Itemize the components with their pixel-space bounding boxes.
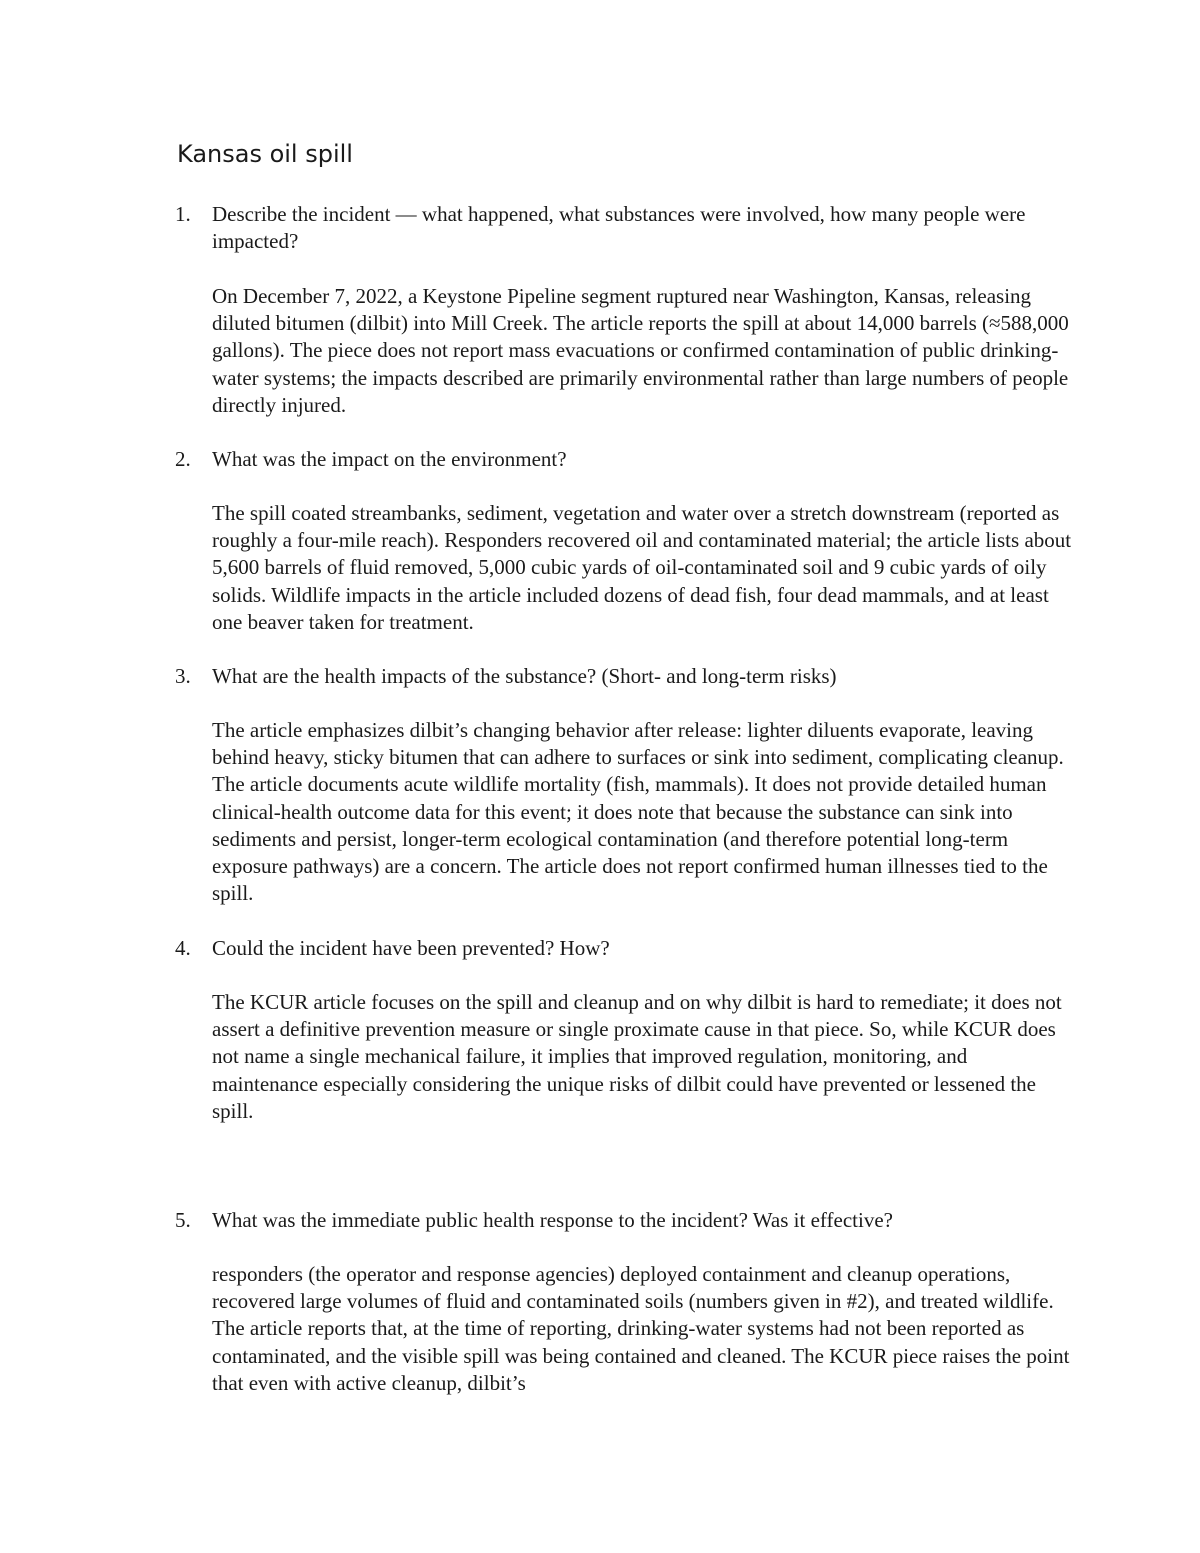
question-text: Could the incident have been prevented? How? xyxy=(212,936,610,960)
answer-paragraph-5: responders (the operator and response agencies) deployed containment and cleanup operations, recovered large volumes of fluid and contaminated soils (numbers given in #2), and treated wildlife. The article reports that, at the time of reporting, drinking-water systems had not been reported as contaminated, and the visible spill was being contained and cleaned. The KCUR piece raises the point that even with active cleanup, dilbit’s xyxy=(212,1262,1070,1395)
answer-paragraph-3: The article emphasizes dilbit’s changing behavior after release: lighter diluents evaporate, leaving behind heavy, sticky bitumen that can adhere to surfaces or sink into sediment, complicating cleanup. The article documents acute wildlife mortality (fish, mammals). It does not provide detailed human clinical-health outcome data for this event; it does note that because the substance can sink into sediments and persist, longer-term ecological contamination (and therefore potential long-term exposure pathways) are a concern. The article does not report confirmed human illnesses tied to the spill. xyxy=(212,718,1064,906)
answer-paragraph-1: On December 7, 2022, a Keystone Pipeline segment ruptured near Washington, Kansas, releasing diluted bitumen (dilbit) into Mill Creek. The article reports the spill at about 14,000 barrels (≈588,000 gallons). The piece does not report mass evacuations or confirmed contamination of public drinking-water systems; the impacts described are primarily environmental rather than large numbers of people directly injured. xyxy=(212,284,1069,417)
answer-paragraph-2: The spill coated streambanks, sediment, vegetation and water over a stretch downstream (reported as roughly a four-mile reach). Responders recovered oil and contaminated material; the article lists about 5,600 barrels of fluid removed, 5,000 cubic yards of oil-contaminated soil and 9 cubic yards of oily solids. Wildlife impacts in the article included dozens of dead fish, four dead mammals, and at least one beaver taken for treatment. xyxy=(212,501,1072,634)
question-number: 1. xyxy=(175,202,191,226)
question-number: 5. xyxy=(175,1208,191,1232)
question-text: What are the health impacts of the substance? (Short- and long-term risks) xyxy=(212,664,837,688)
question-text: What was the impact on the environment? xyxy=(212,447,567,471)
answer-paragraph-4: The KCUR article focuses on the spill and cleanup and on why dilbit is hard to remediate; it does not assert a definitive prevention measure or single proximate cause in that piece. So, while KCUR does not name a single mechanical failure, it implies that improved regulation, monitoring, and maintenance especially considering the unique risks of dilbit could have prevented or lessened the spill. xyxy=(212,990,1062,1123)
question-number: 4. xyxy=(175,936,191,960)
question-number: 2. xyxy=(175,447,191,471)
question-text: What was the immediate public health response to the incident? Was it effective? xyxy=(212,1208,893,1232)
document-title: Kansas oil spill xyxy=(177,140,353,168)
question-number: 3. xyxy=(175,664,191,688)
question-text: Describe the incident — what happened, what substances were involved, how many people were impacted? xyxy=(212,202,1026,253)
